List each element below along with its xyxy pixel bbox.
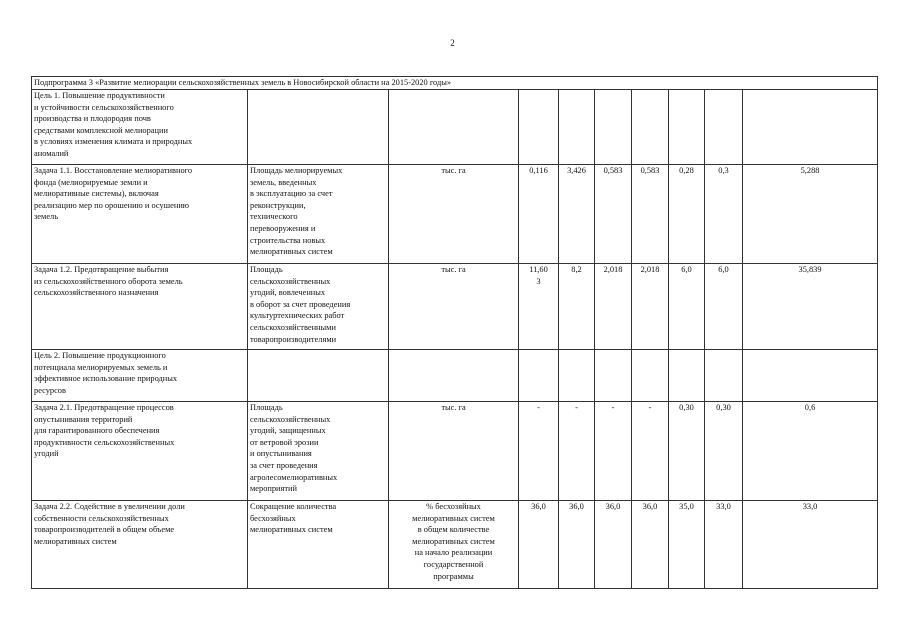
table-row <box>32 90 878 165</box>
value-cell: - <box>559 402 595 501</box>
value-cell <box>705 350 743 402</box>
value-cell: 0,583 <box>595 165 632 264</box>
indicator-cell: Площадь сельскохозяйственных угодий, вовлеченных в оборот за счет проведения культуртехнических работ сельскохозяйственными товаропроизводителями <box>248 264 389 350</box>
value-cell: 36,0 <box>632 501 669 589</box>
value-cell: 36,0 <box>595 501 632 589</box>
value-cell <box>519 90 559 165</box>
value-cell: 0,583 <box>632 165 669 264</box>
value-cell <box>632 350 669 402</box>
value-cell: 0,30 <box>669 402 705 501</box>
value-cell: 2,018 <box>595 264 632 350</box>
value-cell <box>669 350 705 402</box>
goal-2-name: Цель 2. Повышение продукционного потенциала мелиорируемых земель и эффективное использование природных ресурсов <box>32 350 248 402</box>
unit-cell <box>389 350 519 402</box>
value-cell: 35,0 <box>669 501 705 589</box>
value-cell: 8,2 <box>559 264 595 350</box>
value-cell: - <box>632 402 669 501</box>
subprogram-header-row <box>32 77 878 90</box>
table-row <box>32 264 878 350</box>
value-cell: 3,426 <box>559 165 595 264</box>
unit-cell: тыс. га <box>389 165 519 264</box>
page-number: 2 <box>450 38 455 48</box>
value-cell: 0,28 <box>669 165 705 264</box>
value-cell: 0,116 <box>519 165 559 264</box>
unit-cell: тыс. га <box>389 264 519 350</box>
table-row <box>32 501 878 589</box>
subprogram-title: Подпрограмма 3 «Развитие мелиорации сельскохозяйственных земель в Новосибирской области на 2015-2020 годы» <box>32 77 878 90</box>
total-cell: 35,839 <box>743 264 878 350</box>
value-cell: 6,0 <box>669 264 705 350</box>
task-1-2-name: Задача 1.2. Предотвращение выбытия из сельскохозяйственного оборота земель сельскохозяйственного назначения <box>32 264 248 350</box>
total-cell <box>743 350 878 402</box>
value-cell: - <box>595 402 632 501</box>
value-cell <box>595 350 632 402</box>
unit-cell: тыс. га <box>389 402 519 501</box>
value-cell <box>705 90 743 165</box>
value-cell <box>519 350 559 402</box>
value-cell <box>669 90 705 165</box>
unit-cell: % бесхозяйных мелиоративных систем в общем количестве мелиоративных систем на начало реализации государственной программы <box>389 501 519 589</box>
value-cell: 0,3 <box>705 165 743 264</box>
goal-1-name: Цель 1. Повышение продуктивности и устойчивости сельскохозяйственного производства и плодородия почв средствами комплексной мелиорации в условиях изменения климата и природных аномалий <box>32 90 248 165</box>
value-cell <box>632 90 669 165</box>
total-cell: 33,0 <box>743 501 878 589</box>
task-2-2-name: Задача 2.2. Содействие в увеличении доли собственности сельскохозяйственных товаропроизводителей в общем объеме мелиоративных систем <box>32 501 248 589</box>
indicators-table <box>31 76 878 589</box>
table-row <box>32 402 878 501</box>
total-cell <box>743 90 878 165</box>
task-1-1-name: Задача 1.1. Восстановление мелиоративного фонда (мелиорируемые земли и мелиоративные системы), включая реализацию мер по орошению и осушению земель <box>32 165 248 264</box>
task-2-1-name: Задача 2.1. Предотвращение процессов опустынивания территорий для гарантированного обеспечения продуктивности сельскохозяйственных угодий <box>32 402 248 501</box>
table-row <box>32 350 878 402</box>
total-cell: 5,288 <box>743 165 878 264</box>
value-cell: - <box>519 402 559 501</box>
indicator-cell: Площадь мелиорируемых земель, введенных в эксплуатацию за счет реконструкции, технического перевооружения и строительства новых мелиоративных систем <box>248 165 389 264</box>
value-cell: 33,0 <box>705 501 743 589</box>
value-cell: 2,018 <box>632 264 669 350</box>
value-cell: 6,0 <box>705 264 743 350</box>
unit-cell <box>389 90 519 165</box>
total-cell: 0,6 <box>743 402 878 501</box>
value-cell: 11,60 3 <box>519 264 559 350</box>
value-cell <box>559 90 595 165</box>
value-cell <box>595 90 632 165</box>
indicator-cell <box>248 90 389 165</box>
indicator-cell: Сокращение количества бесхозяйных мелиоративных систем <box>248 501 389 589</box>
value-cell: 0,30 <box>705 402 743 501</box>
value-cell <box>559 350 595 402</box>
value-cell: 36,0 <box>559 501 595 589</box>
indicator-cell <box>248 350 389 402</box>
table-row <box>32 165 878 264</box>
value-cell: 36,0 <box>519 501 559 589</box>
indicator-cell: Площадь сельскохозяйственных угодий, защищенных от ветровой эрозии и опустынивания за счет проведения агролесомелиоративных мероприятий <box>248 402 389 501</box>
